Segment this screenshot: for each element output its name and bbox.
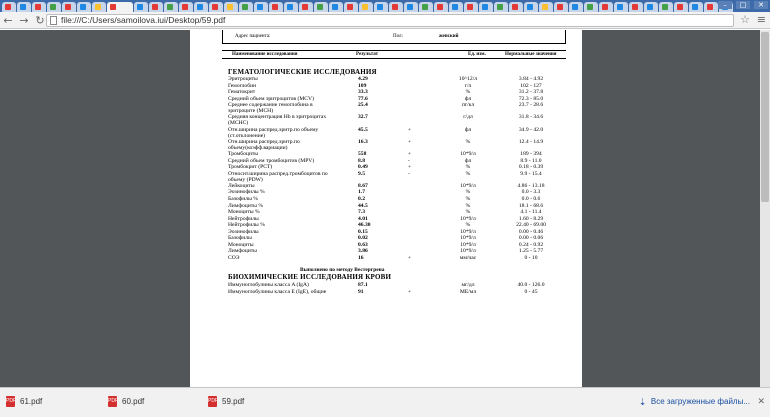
cell-flag: + [408,138,412,145]
tab-favicon-icon [497,4,503,10]
col-normal: Нормальные значения [505,52,557,57]
tab-favicon-icon [422,4,428,10]
browser-tab[interactable] [254,2,268,12]
cell-flag: - [408,157,410,164]
browser-tab[interactable] [17,2,31,12]
browser-tab[interactable] [62,2,76,12]
cell-unit: % [465,164,471,171]
cell-unit: 10*9/л [460,241,476,248]
reload-icon[interactable]: ↻ [35,13,45,27]
tab-favicon-icon [707,4,713,10]
cell-result: 0.15 [358,228,368,235]
pdf-file-icon: PDF [6,396,15,407]
cell-name: Иммуноглобулины класса A (IgA) [228,282,309,289]
cell-unit: МЕ/мл [459,289,477,295]
cell-result: 33.3 [358,89,368,96]
cell-name: Отн.ширина распред.эритр.по объему (ст.отклонение) [228,126,319,139]
browser-tab[interactable] [479,2,493,12]
cell-result: 558 [358,151,367,157]
cell-normal: 40.0 - 126.0 [517,282,545,289]
browser-tab[interactable] [674,2,688,12]
tab-favicon-icon [317,4,323,10]
bookmark-star-icon[interactable]: ☆ [740,13,750,26]
cell-name: Относит.ширина распред.тромбоцитов по объему (PDW) [228,170,328,183]
downloads-bar [0,387,770,417]
cell-result: 0.49 [358,164,368,171]
tab-favicon-icon [692,4,698,10]
tab-favicon-icon [572,4,578,10]
tab-favicon-icon [392,4,398,10]
tab-favicon-icon [257,4,263,10]
cell-name: Лимфоциты % [228,202,263,209]
tab-favicon-icon [452,4,458,10]
cell-unit: 10*9/л [460,215,476,222]
cell-result: 32.7 [358,114,368,121]
cell-result: 44.5 [358,202,368,209]
cell-normal: 0.24 - 0.92 [518,241,544,248]
download-item[interactable] [104,394,184,410]
cell-unit: % [465,189,471,196]
browser-tab[interactable] [239,2,253,12]
browser-tab[interactable] [374,2,388,12]
browser-tab[interactable] [539,2,553,12]
browser-tab[interactable] [2,2,16,12]
browser-tab[interactable] [77,2,91,12]
cell-unit: г/дл [463,114,473,121]
cell-flag: + [408,254,412,261]
tab-favicon-icon [287,4,293,10]
tab-favicon-icon [332,4,338,10]
browser-tab[interactable] [659,2,673,12]
browser-tab[interactable] [464,2,478,12]
browser-tab[interactable] [389,2,403,12]
cell-name: Иммуноглобулины класса E (IgE), общие [228,289,327,295]
tab-favicon-icon [467,4,473,10]
column-header [222,50,566,59]
cell-normal: 4.1 - 11.4 [520,209,542,216]
browser-tab[interactable] [614,2,628,12]
browser-tab[interactable] [404,2,418,12]
tab-favicon-icon [80,4,86,10]
cell-name: Тромбоциты [228,151,259,157]
browser-tab[interactable] [32,2,46,12]
browser-tab[interactable] [47,2,61,12]
cell-name: Отн.ширина распред.эритр.по объему(коэфф.вариации) [228,138,300,151]
cell-name: Средний объем тромбоцитов (MPV) [228,157,315,164]
cell-unit: 10^12/л [458,76,478,82]
cell-normal: 0 - 45 [524,289,538,295]
cell-name: Средний объем эритроцитов (MCV) [228,95,314,102]
cell-normal: 31.8 - 34.6 [518,114,544,121]
cell-result: 1.7 [358,189,365,196]
browser-tab[interactable] [329,2,343,12]
cell-result: 91 [358,289,364,295]
section-biochem: БИОХИМИЧЕСКИЕ ИССЛЕДОВАНИЯ КРОВИ [228,273,392,282]
download-item[interactable] [204,394,284,410]
cell-normal: 102 - 127 [520,82,542,89]
cell-result: 0.2 [358,195,365,202]
cell-result: 7.3 [358,209,365,216]
cell-unit: мм/час [459,254,477,261]
cell-unit: фл [464,126,472,133]
cell-normal: 1.25 - 5.77 [518,248,544,255]
page-icon [50,16,57,25]
cell-result: 87.1 [358,282,368,289]
cell-result: 8.67 [358,182,368,189]
cell-flag: + [408,289,412,295]
tab-favicon-icon [95,4,101,10]
cell-flag: - [408,170,410,177]
cell-unit: мг/дл [461,282,475,289]
tab-favicon-icon [65,4,71,10]
tab-favicon-icon [512,4,518,10]
tab-favicon-icon [557,4,563,10]
show-all-downloads-link[interactable] [639,395,750,409]
cell-name: СОЭ [228,254,240,261]
download-filename: 61.pdf [20,397,43,406]
tab-favicon-icon [167,4,173,10]
browser-tab[interactable] [584,2,598,12]
cell-normal: 189 - 394 [520,151,542,157]
cell-name: Нейтрофилы % [228,222,265,229]
tab-favicon-icon [647,4,653,10]
cell-result: 8.8 [358,157,365,164]
cell-unit: % [465,138,471,145]
method-note: Выполнено по методу Вестергрена [300,267,385,274]
browser-tab[interactable] [314,2,328,12]
cell-name: Среднее содержание гемоглобина в эритроците (MCH) [228,102,313,115]
browser-tab[interactable] [149,2,163,12]
tab-favicon-icon [542,4,548,10]
browser-tab[interactable] [434,2,448,12]
tab-favicon-icon [197,4,203,10]
cell-result: 46.30 [358,222,371,229]
sex-label: Пол: [393,34,403,39]
cell-name: Тромбокрит (PCT) [228,164,273,171]
browser-tab[interactable] [194,2,208,12]
download-item[interactable] [2,394,82,410]
browser-tab[interactable] [509,2,523,12]
browser-tab[interactable] [449,2,463,12]
col-name: Наименование исследования [232,52,298,57]
cell-result: 109 [358,82,367,89]
window-controls [718,1,768,9]
cell-unit: % [465,209,471,216]
minimize-button[interactable]: – [718,1,732,9]
tab-favicon-icon [677,4,683,10]
cell-normal: 3.84 - 4.92 [518,76,544,82]
cell-normal: 18.1 - 68.6 [518,202,544,209]
cell-result: 9.5 [358,170,365,177]
cell-result: 25.4 [358,102,368,109]
browser-tab[interactable] [344,2,358,12]
cell-unit: 10*9/л [460,235,476,242]
cell-unit: % [465,202,471,209]
tab-favicon-icon [110,4,116,10]
col-unit: Ед. изм. [468,52,486,57]
tab-favicon-icon [587,4,593,10]
cell-name: Лимфоциты [228,248,257,255]
patient-header-box [222,30,566,44]
tab-favicon-icon [5,4,11,10]
download-arrow-icon: ⇣ [638,397,647,407]
cell-result: 0.63 [358,241,368,248]
cell-normal: 9.9 - 15.4 [520,170,542,177]
tab-favicon-icon [617,4,623,10]
cell-normal: 22.40 - 69.00 [516,222,546,229]
cell-normal: 34.9 - 42.0 [518,126,544,133]
tab-favicon-icon [482,4,488,10]
browser-tab[interactable] [284,2,298,12]
cell-result: 45.5 [358,126,368,133]
cell-name: Эритроциты [228,76,258,82]
tab-strip [0,0,770,12]
pdf-viewport[interactable] [0,30,770,387]
address-bar[interactable] [46,14,734,27]
cell-name: Базофилы [228,235,252,242]
cell-flag: + [408,126,412,133]
tab-favicon-icon [602,4,608,10]
cell-name: Средняя концентрация Hb в эритроцитах (MCHC) [228,114,327,127]
pdf-page [190,30,582,387]
cell-unit: % [465,170,471,177]
cell-unit: г/л [464,82,472,89]
tab-favicon-icon [662,4,668,10]
tab-favicon-icon [152,4,158,10]
tab-favicon-icon [20,4,26,10]
cell-name: Базофилы % [228,195,258,202]
tab-favicon-icon [50,4,56,10]
cell-name: Моноциты % [228,209,260,216]
col-result: Результат [356,52,379,57]
cell-normal: 0.00 - 0.46 [518,228,544,235]
cell-result: 4.29 [358,76,368,82]
browser-tab[interactable] [644,2,658,12]
cell-normal: 31.2 - 37.8 [518,89,544,96]
browser-tab[interactable] [299,2,313,12]
browser-tab[interactable] [629,2,643,12]
cell-unit: % [465,222,471,229]
cell-result: 16 [358,254,364,261]
cell-unit: 10*9/л [460,248,476,255]
cell-normal: 0.0 - 0.6 [521,195,541,202]
cell-normal: 0 - 10 [524,254,538,261]
download-filename: 59.pdf [222,397,245,406]
cell-unit: пг/кл [461,102,475,109]
tab-favicon-icon [302,4,308,10]
tab-favicon-icon [242,4,248,10]
browser-tab[interactable] [704,2,718,12]
cell-normal: 12.4 - 14.9 [518,138,544,145]
tab-favicon-icon [35,4,41,10]
browser-toolbar [0,12,770,29]
browser-tab[interactable] [179,2,193,12]
browser-tab[interactable] [554,2,568,12]
cell-unit: % [465,195,471,202]
cell-unit: 10*9/л [460,182,476,189]
tab-favicon-icon [227,4,233,10]
browser-tab[interactable] [599,2,613,12]
close-downloads-button[interactable]: ✕ [757,397,765,407]
close-window-button[interactable]: ✕ [754,1,768,9]
cell-normal: 23.7 - 28.6 [518,102,544,109]
cell-result: 4.01 [358,215,368,222]
back-icon[interactable]: ← [3,13,13,27]
cell-normal: 72.3 - 85.0 [518,95,544,102]
browser-tab[interactable] [269,2,283,12]
browser-tab[interactable] [524,2,538,12]
section-hematology: ГЕМАТОЛОГИЧЕСКИЕ ИССЛЕДОВАНИЯ [228,68,377,76]
forward-icon[interactable]: → [19,13,29,27]
browser-tab[interactable] [494,2,508,12]
browser-tab[interactable] [209,2,223,12]
browser-tab[interactable] [107,2,133,12]
browser-tab[interactable] [569,2,583,12]
cell-normal: 0.00 - 0.06 [518,235,544,242]
browser-tab[interactable] [164,2,178,12]
pdf-file-icon: PDF [208,396,217,407]
scrollbar-thumb[interactable] [761,32,769,202]
cell-name: Моноциты [228,241,254,248]
tab-favicon-icon [377,4,383,10]
cell-result: 3.86 [358,248,368,255]
cell-result: 16.3 [358,138,368,145]
cell-normal: 4.86 - 13.18 [517,182,545,189]
browser-tab[interactable] [134,2,148,12]
tab-favicon-icon [347,4,353,10]
cell-name: Гематокрит [228,89,256,96]
address-label: Адрес пациента: [235,34,271,39]
cell-name: Лейкоциты [228,182,255,189]
cell-flag: + [408,164,412,171]
browser-tab[interactable] [224,2,238,12]
cell-flag: + [408,151,412,157]
cell-normal: 8.9 - 11.0 [520,157,542,164]
browser-tab[interactable] [689,2,703,12]
tab-favicon-icon [212,4,218,10]
cell-name: Нейтрофилы [228,215,259,222]
tab-favicon-icon [527,4,533,10]
menu-icon[interactable]: ≡ [756,13,766,26]
sex-value: женский [439,34,459,39]
cell-unit: фл [464,95,472,102]
cell-normal: 0.18 - 0.39 [518,164,544,171]
browser-tab[interactable] [419,2,433,12]
cell-unit: 10*9/л [460,151,476,157]
tab-favicon-icon [632,4,638,10]
browser-tab[interactable] [92,2,106,12]
cell-name: Эозинофилы [228,228,259,235]
cell-name: Гемоглобин [228,82,257,89]
address-text: file:///C:/Users/samoilova.iui/Desktop/59.pdf [61,15,226,25]
tab-favicon-icon [182,4,188,10]
scrollbar[interactable] [760,30,770,387]
browser-tab[interactable] [359,2,373,12]
download-filename: 60.pdf [122,397,145,406]
cell-result: 77.6 [358,95,368,102]
cell-normal: 1.60 - 8.29 [518,215,544,222]
tab-favicon-icon [272,4,278,10]
pdf-file-icon: PDF [108,396,117,407]
tab-favicon-icon [137,4,143,10]
cell-normal: 0.0 - 3.3 [521,189,541,196]
cell-name: Эозинофилы % [228,189,265,196]
tab-favicon-icon [437,4,443,10]
cell-result: 0.02 [358,235,368,242]
tab-favicon-icon [362,4,368,10]
cell-unit: фл [464,157,472,164]
cell-unit: 10*9/л [460,228,476,235]
tab-favicon-icon [407,4,413,10]
cell-unit: % [465,89,471,96]
maximize-button[interactable]: □ [736,1,750,9]
show-all-label: Все загруженные файлы... [650,397,750,406]
